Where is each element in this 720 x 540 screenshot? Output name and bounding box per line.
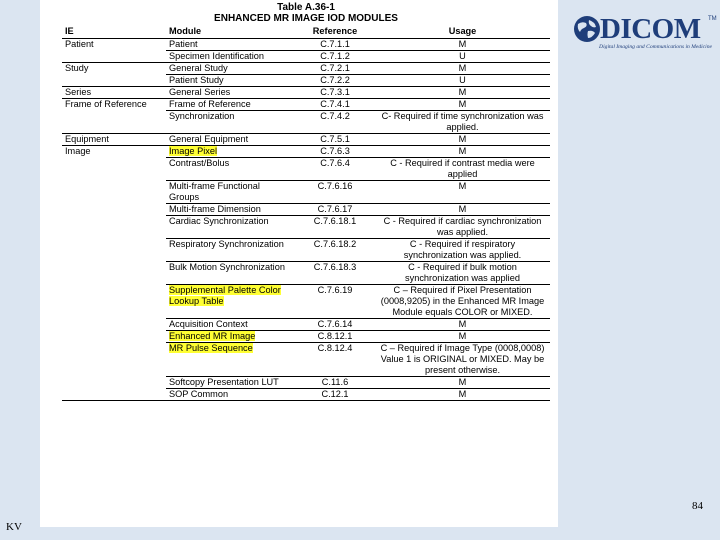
module-cell: Patient <box>166 39 295 51</box>
logo-trademark: TM <box>708 16 717 22</box>
ie-cell <box>62 51 166 63</box>
module-cell <box>166 331 295 343</box>
table-row <box>62 216 550 239</box>
ie-cell: Image <box>65 146 91 156</box>
usage-cell: M <box>375 377 550 389</box>
table-row <box>62 181 550 204</box>
usage-cell: U <box>375 75 550 87</box>
globe-icon <box>572 14 602 44</box>
module-cell: General Equipment <box>166 134 295 146</box>
reference-cell: C.7.6.16 <box>295 181 375 204</box>
module-cell: Acquisition Context <box>166 319 295 331</box>
highlighted-module: Image Pixel <box>169 146 218 156</box>
table-header-row <box>62 24 550 39</box>
module-cell: Multi-frame Dimension <box>166 204 295 216</box>
module-cell: Multi-frame Functional Groups <box>166 181 295 204</box>
table-row <box>62 87 550 99</box>
module-cell: Softcopy Presentation LUT <box>166 377 295 389</box>
usage-cell: C – Required if Image Type (0008,0008) Value 1 is ORIGINAL or MIXED. May be present otherwise. <box>375 343 550 377</box>
module-cell <box>166 343 295 377</box>
logo-tagline: Digital Imaging and Communications in Medicine <box>599 44 712 50</box>
iod-modules-table <box>62 24 550 401</box>
reference-cell: C.7.2.1 <box>295 63 375 75</box>
module-cell <box>166 285 295 319</box>
usage-cell: C - Required if respiratory synchronization was applied. <box>375 239 550 262</box>
logo-wordmark: DICOM <box>600 13 701 45</box>
dicom-logo <box>572 13 717 53</box>
usage-cell: M <box>375 99 550 111</box>
ie-cell <box>62 204 166 216</box>
table-number: Table A.36-1 <box>277 2 335 13</box>
ie-cell <box>62 75 166 87</box>
table-row <box>62 158 550 181</box>
reference-cell: C.11.6 <box>295 377 375 389</box>
reference-cell: C.8.12.1 <box>295 331 375 343</box>
table-row <box>62 75 550 87</box>
ie-cell <box>62 377 166 389</box>
ie-cell <box>62 239 166 262</box>
usage-cell: M <box>375 146 550 158</box>
usage-cell: M <box>375 389 550 401</box>
ie-cell: Frame of Reference <box>65 99 147 109</box>
usage-cell: C - Required if bulk motion synchronization was applied <box>375 262 550 285</box>
reference-cell: C.7.4.1 <box>295 99 375 111</box>
ie-cell <box>62 331 166 343</box>
usage-cell: M <box>375 181 550 204</box>
usage-cell: M <box>375 39 550 51</box>
module-cell: General Study <box>166 63 295 75</box>
ie-cell <box>62 111 166 134</box>
table-row <box>62 99 550 111</box>
module-cell: Cardiac Synchronization <box>166 216 295 239</box>
ie-cell <box>62 389 166 401</box>
highlighted-module: MR Pulse Sequence <box>169 343 253 353</box>
usage-cell: C - Required if cardiac synchronization was applied. <box>375 216 550 239</box>
reference-cell: C.7.6.18.1 <box>295 216 375 239</box>
header-module: Module <box>166 24 295 39</box>
ie-cell <box>62 285 166 319</box>
ie-cell <box>62 158 166 181</box>
reference-cell: C.7.5.1 <box>295 134 375 146</box>
module-cell: Synchronization <box>166 111 295 134</box>
table-row <box>62 63 550 75</box>
reference-cell: C.7.6.4 <box>295 158 375 181</box>
reference-cell: C.7.6.18.3 <box>295 262 375 285</box>
usage-cell: M <box>375 331 550 343</box>
usage-cell: M <box>375 134 550 146</box>
table-row <box>62 389 550 401</box>
reference-cell: C.7.2.2 <box>295 75 375 87</box>
table-caption: ENHANCED MR IMAGE IOD MODULES <box>214 13 398 24</box>
usage-cell: U <box>375 51 550 63</box>
ie-cell <box>62 181 166 204</box>
ie-cell: Patient <box>65 39 94 49</box>
reference-cell: C.8.12.4 <box>295 343 375 377</box>
table-row <box>62 285 550 319</box>
table-row <box>62 319 550 331</box>
usage-cell: M <box>375 204 550 216</box>
reference-cell: C.7.6.19 <box>295 285 375 319</box>
highlighted-module: Enhanced MR Image <box>169 331 256 341</box>
table-row <box>62 204 550 216</box>
reference-cell: C.7.6.17 <box>295 204 375 216</box>
table-row <box>62 239 550 262</box>
ie-cell <box>62 319 166 331</box>
ie-cell <box>62 262 166 285</box>
table-row <box>62 39 550 51</box>
module-cell: Respiratory Synchronization <box>166 239 295 262</box>
module-cell <box>166 146 295 158</box>
author-initials: KV <box>6 521 22 533</box>
reference-cell: C.7.1.1 <box>295 39 375 51</box>
usage-cell: M <box>375 87 550 99</box>
header-ie: IE <box>62 24 166 39</box>
module-cell: Patient Study <box>166 75 295 87</box>
module-cell: Frame of Reference <box>166 99 295 111</box>
table-row <box>62 146 550 158</box>
reference-cell: C.7.6.18.2 <box>295 239 375 262</box>
header-reference: Reference <box>295 24 375 39</box>
reference-cell: C.7.6.3 <box>295 146 375 158</box>
ie-cell: Equipment <box>62 134 166 146</box>
usage-cell: C - Required if contrast media were applied <box>375 158 550 181</box>
ie-cell <box>62 216 166 239</box>
table-title <box>40 2 572 24</box>
table-row <box>62 343 550 377</box>
module-cell: Contrast/Bolus <box>166 158 295 181</box>
module-cell: Specimen Identification <box>166 51 295 63</box>
reference-cell: C.7.6.14 <box>295 319 375 331</box>
module-cell: Bulk Motion Synchronization <box>166 262 295 285</box>
ie-cell <box>62 343 166 377</box>
reference-cell: C.7.1.2 <box>295 51 375 63</box>
ie-cell: Study <box>65 63 89 73</box>
table-row <box>62 331 550 343</box>
table-row <box>62 262 550 285</box>
header-usage: Usage <box>375 24 550 39</box>
ie-cell: Series <box>62 87 166 99</box>
highlighted-module: Supplemental Palette Color Lookup Table <box>169 285 281 306</box>
table-row <box>62 111 550 134</box>
reference-cell: C.7.4.2 <box>295 111 375 134</box>
module-cell: SOP Common <box>166 389 295 401</box>
usage-cell: M <box>375 319 550 331</box>
reference-cell: C.12.1 <box>295 389 375 401</box>
table-row <box>62 134 550 146</box>
page-number: 84 <box>692 500 703 512</box>
reference-cell: C.7.3.1 <box>295 87 375 99</box>
usage-cell: C- Required if time synchronization was applied. <box>375 111 550 134</box>
usage-cell: C – Required if Pixel Presentation (0008,9205) in the Enhanced MR Image Module equals COLOR or MIXED. <box>375 285 550 319</box>
table-row <box>62 377 550 389</box>
usage-cell: M <box>375 63 550 75</box>
module-cell: General Series <box>166 87 295 99</box>
table-row <box>62 51 550 63</box>
